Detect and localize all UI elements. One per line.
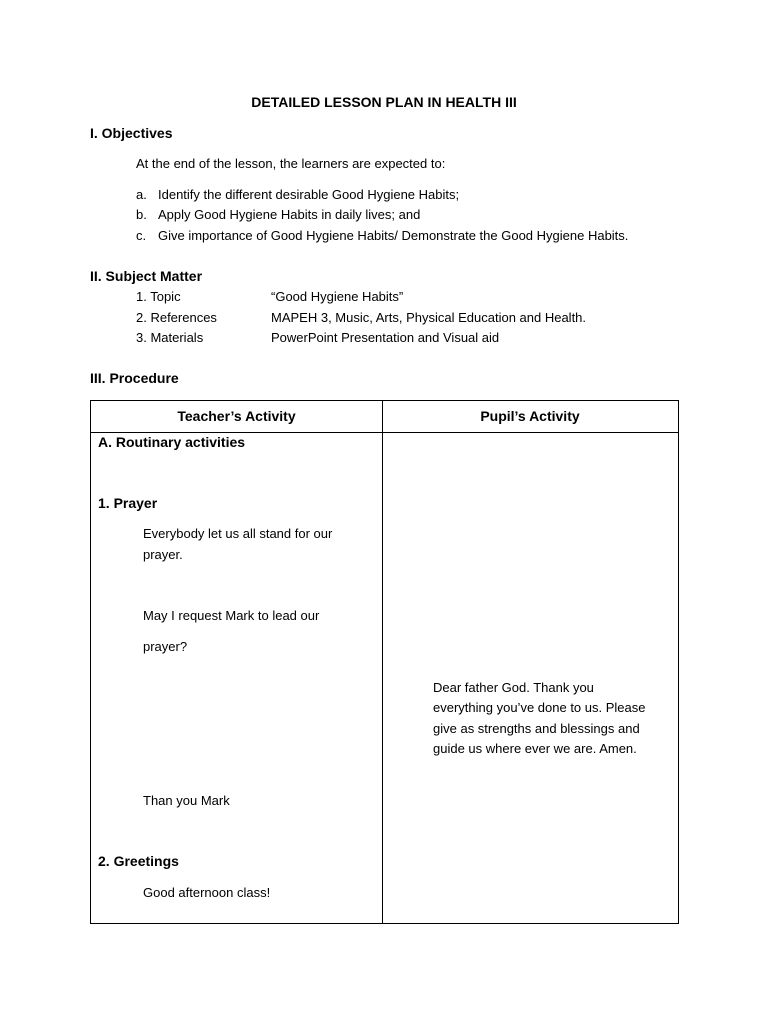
greetings-heading: 2. Greetings — [98, 853, 179, 869]
subject-matter-label: 1. Topic — [136, 289, 181, 304]
teacher-prayer-request: May I request Mark to lead our — [143, 608, 320, 623]
procedure-table — [90, 400, 679, 924]
objective-item — [136, 228, 628, 243]
column-divider — [382, 401, 383, 923]
procedure-heading: III. Procedure — [90, 370, 179, 386]
objective-item — [136, 207, 420, 222]
teacher-activity-header: Teacher’s Activity — [177, 408, 296, 424]
teacher-greeting: Good afternoon class! — [143, 885, 271, 900]
objective-text: Give importance of Good Hygiene Habits/ Demonstrate the Good Hygiene Habits. — [158, 228, 629, 243]
subject-matter-value: MAPEH 3, Music, Arts, Physical Education and Health. — [271, 310, 587, 325]
objectives-intro: At the end of the lesson, the learners are expected to: — [136, 156, 446, 171]
subject-matter-value: “Good Hygiene Habits” — [271, 289, 404, 304]
pupil-prayer-line: Dear father God. Thank you — [433, 680, 594, 695]
prayer-heading: 1. Prayer — [98, 495, 158, 511]
document-title: DETAILED LESSON PLAN IN HEALTH III — [251, 94, 517, 110]
pupil-prayer-line: give as strengths and blessings and — [433, 721, 640, 736]
teacher-prayer-instruction-cont: prayer. — [143, 547, 183, 562]
subject-matter-value: PowerPoint Presentation and Visual aid — [271, 330, 500, 345]
teacher-thanks: Than you Mark — [143, 793, 230, 808]
subject-matter-label: 3. Materials — [136, 330, 204, 345]
objectives-heading: I. Objectives — [90, 125, 173, 141]
pupil-activity-header: Pupil’s Activity — [480, 408, 580, 424]
routinary-activities-heading: A. Routinary activities — [98, 434, 246, 450]
objective-text: Identify the different desirable Good Hygiene Habits; — [158, 187, 460, 202]
header-row-divider — [91, 432, 678, 433]
subject-matter-label: 2. References — [136, 310, 217, 325]
objective-letter: b. — [136, 207, 147, 222]
teacher-prayer-instruction: Everybody let us all stand for our — [143, 526, 333, 541]
pupil-prayer-line: guide us where ever we are. Amen. — [433, 741, 637, 756]
objective-letter: c. — [136, 228, 147, 243]
teacher-prayer-request-cont: prayer? — [143, 639, 188, 654]
objective-text: Apply Good Hygiene Habits in daily lives; and — [158, 207, 421, 222]
objective-letter: a. — [136, 187, 147, 202]
objective-item — [136, 187, 459, 202]
subject-matter-heading: II. Subject Matter — [90, 268, 203, 284]
pupil-prayer-line: everything you’ve done to us. Please — [433, 700, 646, 715]
